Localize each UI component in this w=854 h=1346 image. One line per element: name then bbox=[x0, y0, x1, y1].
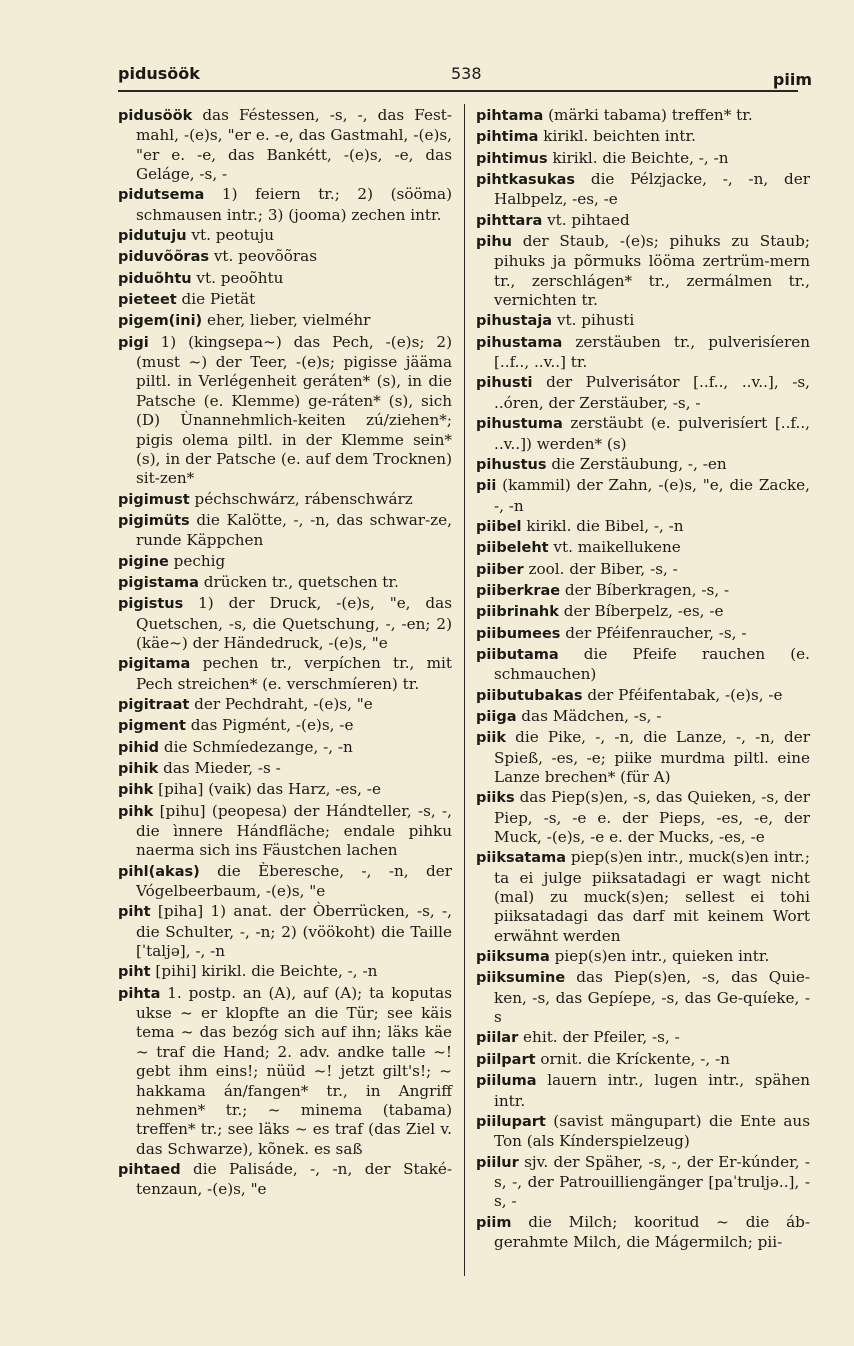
entry-definition: (savist mängupart) die Ente aus Ton (als Kínderspielzeug) bbox=[494, 1111, 810, 1151]
entry-definition: der Bíberkragen, -s, - bbox=[560, 580, 730, 599]
entry-definition: vt. maikellukene bbox=[548, 538, 681, 557]
entry-definition: der Pechdraht, -(e)s, "e bbox=[189, 694, 373, 713]
dictionary-entry bbox=[118, 802, 452, 861]
entry-definition: die Schmíedezange, -, -n bbox=[159, 737, 353, 756]
dictionary-entry bbox=[118, 106, 452, 184]
entry-definition: péchschwárz, rábenschwárz bbox=[189, 489, 413, 508]
right-column bbox=[476, 106, 810, 1253]
entry-headword: pihttara bbox=[476, 212, 543, 229]
entry-headword: piilar bbox=[476, 1030, 519, 1047]
entry-headword: piiber bbox=[476, 561, 524, 578]
dictionary-entry bbox=[118, 984, 452, 1159]
page-number: 538 bbox=[451, 64, 482, 83]
entry-headword: piiga bbox=[476, 708, 517, 725]
dictionary-entry bbox=[476, 581, 810, 601]
entry-definition: der Staub, -(e)s; pihuks zu Staub; pihuks ja põrmuks lööma zertrüm-mern tr., zerschlágen* tr., zermálmen tr., vernichten tr. bbox=[494, 232, 810, 310]
dictionary-entry bbox=[476, 232, 810, 310]
dictionary-entry bbox=[476, 947, 810, 967]
entry-headword: piduõhtu bbox=[118, 270, 192, 287]
entry-definition: vt. peovõõras bbox=[209, 247, 317, 266]
dictionary-entry bbox=[118, 511, 452, 551]
entry-headword: piik bbox=[476, 730, 506, 747]
entry-headword: pihik bbox=[118, 761, 159, 777]
entry-definition: [piha] 1) anat. der Òberrücken, -s, -, die Schulter, -, -n; 2) (vöökoht) die Taille [ˈtaljə], -, -n bbox=[136, 902, 452, 961]
entry-definition: ornit. die Kríckente, -, -n bbox=[535, 1049, 730, 1068]
dictionary-entry bbox=[118, 962, 452, 982]
entry-definition: die Milch; kooritud ~ die áb-gerahmte Milch, die Mágermilch; pii- bbox=[494, 1212, 810, 1251]
dictionary-entry bbox=[118, 311, 452, 331]
entry-definition: das Piep(s)en, -s, das Quieken, -s, der Piep, -s, -e e. der Pieps, -es, -e, der Muck, -(e)s, -e e. der Mucks, -es, -e bbox=[494, 788, 810, 847]
dictionary-entry bbox=[118, 573, 452, 593]
entry-headword: piduvõõras bbox=[118, 249, 209, 266]
entry-definition: piep(s)en intr., quieken intr. bbox=[549, 947, 770, 966]
dictionary-entry bbox=[118, 780, 452, 800]
entry-headword: pihustama bbox=[476, 334, 563, 351]
entry-headword: piilpart bbox=[476, 1051, 536, 1068]
entry-headword: pigimust bbox=[118, 491, 190, 508]
dictionary-entry bbox=[118, 695, 452, 715]
dictionary-entry bbox=[476, 968, 810, 1027]
dictionary-entry bbox=[476, 170, 810, 210]
entry-definition: die Pélzjacke, -, -n, der Halbpelz, -es, -e bbox=[494, 170, 810, 209]
dictionary-entry bbox=[476, 538, 810, 558]
entry-definition: die Èberesche, -, -n, der Vógelbeerbaum, -(e)s, "e bbox=[136, 861, 452, 901]
entry-definition: vt. peotuju bbox=[186, 226, 275, 245]
dictionary-entry bbox=[118, 247, 452, 267]
entry-definition: das Mieder, -s - bbox=[158, 759, 281, 777]
entry-headword: piiksatama bbox=[476, 850, 566, 867]
dictionary-entry bbox=[476, 149, 810, 169]
dictionary-entry bbox=[476, 333, 810, 373]
dictionary-entry bbox=[118, 759, 452, 779]
dictionary-entry bbox=[118, 290, 452, 310]
entry-headword: pihta bbox=[118, 985, 161, 1002]
entry-headword: pigistus bbox=[118, 596, 184, 613]
entry-headword: pihl(akas) bbox=[118, 863, 200, 880]
entry-definition: lauern intr., lugen intr., spähen intr. bbox=[494, 1071, 810, 1110]
dictionary-entry bbox=[118, 902, 452, 961]
entry-headword: piibrinahk bbox=[476, 604, 559, 621]
entry-definition: ehit. der Pfeiler, -s, - bbox=[518, 1028, 680, 1047]
guide-word-left: pidusöök bbox=[118, 64, 200, 83]
entry-headword: pihtkasukas bbox=[476, 172, 576, 189]
entry-headword: pidusöök bbox=[118, 108, 193, 124]
entry-headword: piiksumine bbox=[476, 970, 566, 987]
entry-definition: der Bíberpelz, -es, -e bbox=[558, 602, 724, 621]
entry-headword: pihk bbox=[118, 782, 154, 799]
entry-headword: pihid bbox=[118, 739, 160, 756]
running-header bbox=[118, 62, 812, 90]
dictionary-entry bbox=[476, 127, 810, 147]
entry-headword: pihusti bbox=[476, 375, 533, 392]
dictionary-entry bbox=[476, 1112, 810, 1152]
entry-definition: die Pfeife rauchen (e. schmauchen) bbox=[494, 644, 810, 684]
entry-headword: pigi bbox=[118, 334, 149, 351]
dictionary-entry bbox=[476, 848, 810, 946]
dictionary-entry bbox=[476, 373, 810, 413]
entry-definition: eher, lieber, vielméhr bbox=[202, 311, 371, 330]
entry-definition: [pihu] (peopesa) der Hándteller, -s, -, die ìnnere Hándfläche; endale pihku naerma sich ins Fäustchen lachen bbox=[136, 801, 452, 860]
entry-headword: piiberkrae bbox=[476, 582, 561, 599]
entry-headword: pii bbox=[476, 478, 497, 495]
dictionary-entry bbox=[476, 1028, 810, 1048]
entry-headword: pihk bbox=[118, 803, 154, 820]
dictionary-entry bbox=[476, 788, 810, 847]
entry-definition: sjv. der Späher, -s, -, der Er-kúnder, -s, -, der Patrouilliengänger [paˈtruljə..], -s, - bbox=[494, 1152, 810, 1211]
dictionary-entry bbox=[476, 455, 810, 475]
entry-definition: zerstäuben tr., pulverisíeren [..f.., ..v..] tr. bbox=[494, 332, 810, 372]
dictionary-entry bbox=[118, 738, 452, 758]
dictionary-entry bbox=[118, 654, 452, 694]
entry-definition: [pihi] kirikl. die Beichte, -, -n bbox=[150, 962, 378, 981]
entry-headword: pigment bbox=[118, 718, 186, 735]
entry-headword: piibutama bbox=[476, 646, 559, 663]
entry-definition: die Pike, -, -n, die Lanze, -, -n, der Spieß, -es, -e; piike murdma piltl. eine Lanze brechen* (für A) bbox=[494, 728, 810, 786]
entry-headword: pihu bbox=[476, 234, 512, 251]
entry-definition: das Piep(s)en, -s, das Quie-ken, -s, das Gepíepe, -s, das Ge-quíeke, -s bbox=[494, 968, 810, 1027]
entry-headword: pieteet bbox=[118, 292, 177, 309]
entry-definition: 1) (kingsepa~) das Pech, -(e)s; 2) (must ~) der Teer, -(e)s; pigisse jääma piltl. in Verlégenheit geráten* (s), in die Patsche (e. Klemme) ge-ráten* (s), sich (D) Ùnannehmlich-keiten zú/ziehen*; pigis olema piltl. in der Klemme sein* (s), in der Patsche (e. auf dem Trocknen) sit-zen* bbox=[136, 332, 452, 488]
dictionary-entry bbox=[476, 414, 810, 454]
dictionary-entry bbox=[476, 560, 810, 580]
dictionary-entry bbox=[118, 594, 452, 653]
entry-definition: vt. pihusti bbox=[552, 311, 635, 330]
entry-headword: pihustaja bbox=[476, 313, 553, 330]
dictionary-entry bbox=[118, 716, 452, 736]
dictionary-entry bbox=[476, 1213, 810, 1253]
dictionary-entry bbox=[118, 552, 452, 572]
entry-headword: pigem(ini) bbox=[118, 313, 203, 330]
entry-definition: das Mädchen, -s, - bbox=[516, 706, 662, 725]
entry-headword: piht bbox=[118, 904, 151, 921]
entry-definition: die Zerstäubung, -, -en bbox=[546, 454, 727, 473]
entry-definition: kirikl. die Beichte, -, -n bbox=[547, 148, 729, 167]
entry-headword: piibumees bbox=[476, 625, 561, 642]
entry-definition: die Pietät bbox=[176, 290, 256, 309]
entry-headword: pihtimus bbox=[476, 150, 548, 167]
dictionary-entry bbox=[476, 476, 810, 516]
entry-headword: piibeleht bbox=[476, 540, 549, 557]
entry-definition: zerstäubt (e. pulverisíert [..f.., ..v..]) werden* (s) bbox=[494, 414, 810, 453]
dictionary-entry bbox=[118, 185, 452, 225]
dictionary-entry bbox=[476, 686, 810, 706]
dictionary-entry bbox=[476, 624, 810, 644]
dictionary-entry bbox=[476, 211, 810, 231]
entry-definition: die Kalötte, -, -n, das schwar-ze, runde Käppchen bbox=[136, 510, 452, 550]
entry-headword: piilur bbox=[476, 1154, 519, 1171]
entry-headword: piiks bbox=[476, 790, 515, 807]
dictionary-entry bbox=[476, 517, 810, 537]
entry-headword: piibel bbox=[476, 518, 522, 535]
entry-headword: pigine bbox=[118, 553, 169, 570]
entry-definition: 1) der Druck, -(e)s, "e, das Quetschen, -s, die Quetschung, -, -en; 2) (käe~) der Händedruck, -(e)s, "e bbox=[136, 594, 452, 652]
entry-definition: pechig bbox=[168, 551, 226, 570]
dictionary-entry bbox=[476, 1050, 810, 1070]
entry-headword: pigitraat bbox=[118, 696, 190, 713]
entry-definition: der Pféifentabak, -(e)s, -e bbox=[582, 685, 783, 704]
entry-headword: piiluma bbox=[476, 1073, 537, 1090]
entry-definition: (märki tabama) treffen* tr. bbox=[543, 106, 753, 124]
entry-definition: das Féstessen, -s, -, das Fest-mahl, -(e)s, "er e. -e, das Gastmahl, -(e)s, "er e. -e, das Bankétt, -(e)s, -e, das Geláge, -s, - bbox=[136, 106, 452, 184]
dictionary-entry bbox=[476, 645, 810, 685]
entry-definition: [piha] (vaik) das Harz, -es, -e bbox=[153, 780, 381, 799]
header-rule bbox=[118, 90, 798, 92]
dictionary-entry bbox=[476, 106, 810, 126]
entry-headword: pihustus bbox=[476, 456, 547, 473]
column-divider bbox=[464, 104, 465, 1276]
entry-definition: pechen tr., verpíchen tr., mit Pech streichen* (e. verschmíeren) tr. bbox=[136, 654, 452, 693]
entry-headword: piiksuma bbox=[476, 949, 550, 966]
entry-definition: der Pféifenraucher, -s, - bbox=[560, 623, 747, 642]
entry-definition: kirikl. beichten intr. bbox=[538, 127, 696, 146]
dictionary-entry bbox=[118, 333, 452, 489]
entry-definition: drücken tr., quetschen tr. bbox=[198, 572, 399, 591]
entry-headword: piibutubakas bbox=[476, 687, 583, 704]
dictionary-entry bbox=[476, 707, 810, 727]
entry-definition: 1) feiern tr.; 2) (sööma) schmausen intr.; 3) (jooma) zechen intr. bbox=[136, 185, 452, 224]
dictionary-entry bbox=[476, 602, 810, 622]
dictionary-entry bbox=[476, 1153, 810, 1212]
dictionary-entry bbox=[476, 1071, 810, 1111]
entry-definition: (kammil) der Zahn, -(e)s, "e, die Zacke, -, -n bbox=[494, 476, 810, 515]
entry-headword: pihtama bbox=[476, 108, 544, 124]
entry-headword: pigitama bbox=[118, 656, 191, 673]
entry-headword: pidutuju bbox=[118, 228, 187, 245]
entry-headword: pihtaed bbox=[118, 1161, 181, 1178]
entry-definition: der Pulverisátor [..f.., ..v..], -s, ..óren, der Zerstäuber, -s, - bbox=[494, 373, 810, 412]
entry-headword: pigistama bbox=[118, 574, 199, 591]
dictionary-entry bbox=[476, 728, 810, 787]
dictionary-entry bbox=[118, 226, 452, 246]
entry-definition: piep(s)en intr., muck(s)en intr.; ta ei julge piiksatadagi er wagt nicht (mal) zu muck(s)en; sellest ei tohi piiksatadagi das darf mit keinem Wort erwähnt werden bbox=[494, 848, 810, 945]
dictionary-entry bbox=[118, 862, 452, 902]
entry-headword: pihustuma bbox=[476, 416, 563, 433]
entry-definition: das Pigmént, -(e)s, -e bbox=[185, 716, 354, 735]
entry-headword: piht bbox=[118, 964, 151, 981]
entry-definition: zool. der Biber, -s, - bbox=[523, 559, 678, 578]
entry-definition: kirikl. die Bibel, -, -n bbox=[521, 516, 684, 535]
entry-headword: pigimüts bbox=[118, 512, 190, 529]
entry-headword: piim bbox=[476, 1214, 512, 1231]
guide-word-right: piim bbox=[772, 70, 812, 89]
entry-definition: 1. postp. an (A), auf (A); ta koputas ukse ~ er klopfte an die Tür; see käis tema ~ das bezóg sich auf ihn; läks käe ~ traf die Hand; 2. adv. andke talle ~! gebt ihm eins!; nüüd ~! jetzt gilt's!; ~ hakkama án/fangen* tr., in Angriff nehmen* tr.; ~ minema (tabama) treffen* tr.; see läks ~ es traf (das Ziel v. das Schwarze), kõnek. es saß bbox=[136, 983, 452, 1158]
entry-definition: vt. pihtaed bbox=[542, 210, 630, 229]
entry-definition: vt. peoõhtu bbox=[191, 268, 284, 287]
dictionary-entry bbox=[118, 490, 452, 510]
entry-headword: piilupart bbox=[476, 1113, 546, 1130]
entry-definition: die Palisáde, -, -n, der Staké-tenzaun, -(e)s, "e bbox=[136, 1159, 452, 1199]
dictionary-entry bbox=[476, 311, 810, 331]
entry-headword: pihtima bbox=[476, 129, 539, 146]
entry-headword: pidutsema bbox=[118, 187, 205, 204]
dictionary-entry bbox=[118, 1160, 452, 1200]
left-column bbox=[118, 106, 452, 1201]
dictionary-entry bbox=[118, 269, 452, 289]
